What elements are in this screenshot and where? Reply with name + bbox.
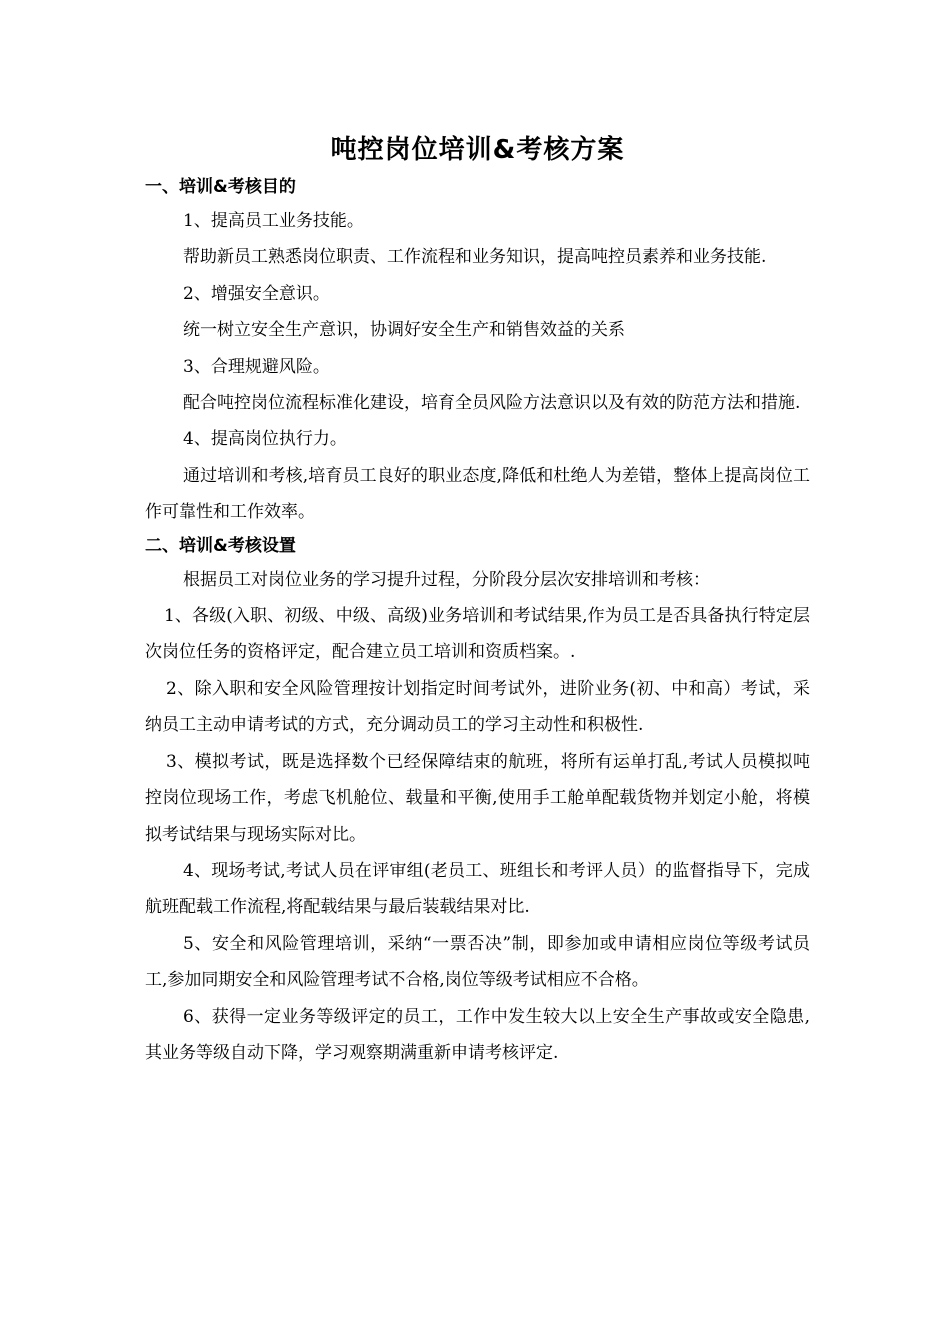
- paragraph: 3、合理规避风险。: [183, 356, 330, 377]
- paragraph: 1、提高员工业务技能。: [183, 211, 364, 231]
- section-heading-1: 一、培训&考核目的: [145, 177, 296, 197]
- paragraph: 配合吨控岗位流程标准化建设，培育全员风险方法意识以及有效的防范方法和措施.: [183, 393, 801, 414]
- document-page: [145, 128, 810, 1071]
- paragraph: 2、增强安全意识。: [183, 283, 330, 304]
- document-title: 吨控岗位培训&考核方案: [330, 135, 625, 165]
- paragraph: 帮助新员工熟悉岗位职责、工作流程和业务知识，提高吨控员素养和业务技能.: [183, 247, 767, 268]
- paragraph: 根据员工对岗位业务的学习提升过程，分阶段分层次安排培训和考核：: [183, 569, 710, 590]
- paragraph: 2、除入职和安全风险管理按计划指定时间考试外，进阶业务(初、中和高）考试，采纳员工主动申请考试的方式，充分调动员工的学习主动性和积极性.: [145, 678, 810, 736]
- paragraph: 1、各级(入职、初级、中级、高级)业务培训和考试结果,作为员工是否具备执行特定层次岗位任务的资格评定，配合建立员工培训和资质档案。.: [145, 606, 810, 663]
- section-heading-2: 二、培训&考核设置: [145, 535, 296, 556]
- paragraph: 统一树立安全生产意识，协调好安全生产和销售效益的关系: [183, 320, 625, 341]
- paragraph: 4、现场考试,考试人员在评审组(老员工、班组长和考评人员）的监督指导下，完成航班配载工作流程,将配载结果与最后装载结果对比.: [145, 860, 810, 918]
- paragraph: 6、获得一定业务等级评定的员工，工作中发生较大以上安全生产事故或安全隐患,其业务等级自动下降，学习观察期满重新申请考核评定.: [145, 1006, 810, 1063]
- paragraph: 4、提高岗位执行力。: [183, 429, 347, 450]
- paragraph: 5、安全和风险管理培训，采纳“一票否决”制，即参加或申请相应岗位等级考试员工,参加同期安全和风险管理考试不合格,岗位等级考试相应不合格。: [145, 933, 810, 991]
- paragraph: 通过培训和考核,培育员工良好的职业态度,降低和杜绝人为差错，整体上提高岗位工作可靠性和工作效率。: [145, 465, 810, 523]
- paragraph: 3、模拟考试，既是选择数个已经保障结束的航班，将所有运单打乱,考试人员模拟吨控岗位现场工作，考虑飞机舱位、载量和平衡,使用手工舱单配载货物并划定小舱，将模拟考试结果与现场实际对比。: [145, 751, 810, 845]
